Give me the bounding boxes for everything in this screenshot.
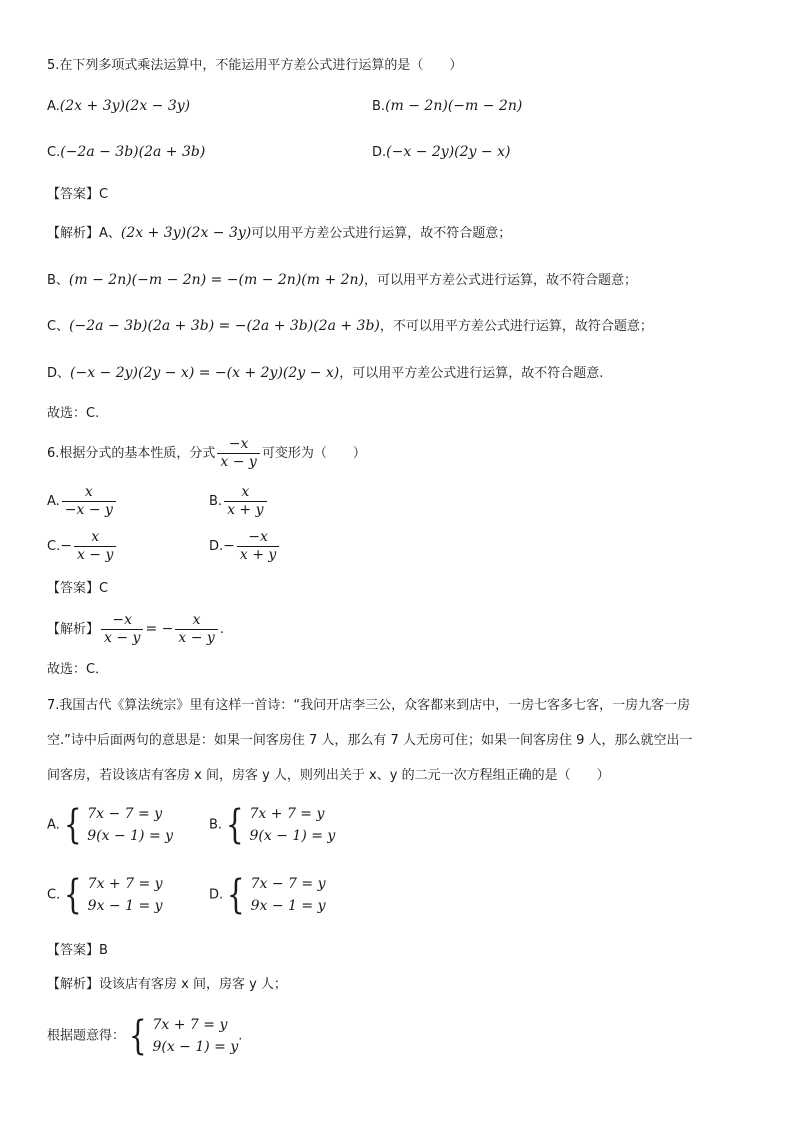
q6-option-b-denominator: x + y (227, 502, 264, 518)
q7-option-c-eq-2: 9x − 1 = y (87, 898, 163, 914)
q5-analysis-a-prefix: 【解析】A、 (47, 226, 121, 241)
q6-option-c-fraction (74, 529, 116, 564)
q7-conclusion-eq-1: 7x + 7 = y (152, 1017, 228, 1033)
q5-analysis-d-math: (−x − 2y)(2y − x) = −(x + 2y)(2y − x) (70, 365, 340, 381)
q7-option-b-eq-2: 9(x − 1) = y (249, 828, 336, 844)
q5-option-c (47, 143, 205, 162)
q5-analysis-d-prefix: D、 (47, 366, 71, 381)
q6-analysis-denominator-1: x − y (104, 630, 141, 646)
q5-analysis-c-math: (−2a − 3b)(2a + 3b) = −(2a + 3b)(2a + 3b) (69, 318, 380, 334)
q6-option-a-fraction (62, 484, 116, 519)
q7-option-d-eq-1: 7x − 7 = y (250, 876, 326, 892)
q7-option-c-label: C. (47, 887, 61, 903)
q6-option-b-fraction (224, 484, 266, 519)
q7-option-c (47, 873, 163, 917)
q7-option-a-label: A. (47, 817, 60, 833)
q7-analysis: 【解析】设该店有客房 x 间，房客 y 人； (47, 977, 287, 992)
q5-analysis-c (47, 317, 653, 336)
q7-conclusion-eq-2: 9(x − 1) = y (152, 1039, 239, 1055)
q7-conclusion-system (125, 1014, 238, 1058)
q6-option-d-numerator: −x (237, 529, 279, 547)
q7-stem-line-1: 7.我国古代《算法统宗》里有这样一首诗：“我问开店李三公，众客都来到店中，一房七客多七客，一房九客一房 (47, 698, 691, 713)
q6-analysis-fraction-1 (101, 612, 143, 647)
q7-conclusion-end: . (238, 1028, 243, 1044)
q6-analysis-prefix: 【解析】 (47, 622, 100, 637)
brace-symbol: { (128, 1013, 147, 1059)
q5-analysis-c-prefix: C、 (47, 319, 70, 334)
q6-option-d-denominator: x + y (239, 547, 277, 563)
q6-analysis-denominator-2: x − y (178, 630, 215, 646)
q6-analysis (47, 612, 224, 647)
q6-option-a-denominator: −x − y (64, 502, 113, 518)
q6-stem-suffix: 可变形为（ ） (261, 446, 366, 461)
q6-option-d-sign: − (223, 538, 235, 554)
q6-stem-numerator: −x (217, 436, 259, 454)
q5-analysis-b-math: (m − 2n)(−m − 2n) = −(m − 2n)(m + 2n) (68, 272, 365, 288)
q7-option-d-label: D. (209, 887, 224, 903)
q5-option-b-label: B. (372, 99, 386, 114)
q6-analysis-fraction-2 (175, 612, 217, 647)
q5-analysis-a-suffix: 可以用平方差公式进行运算，故不符合题意； (251, 226, 512, 241)
q5-analysis-a-math: (2x + 3y)(2x − 3y) (120, 225, 252, 241)
q7-option-d (209, 873, 326, 917)
q6-option-b-label: B. (209, 494, 223, 509)
q7-option-b (209, 803, 335, 847)
q7-option-b-system (222, 803, 335, 847)
q6-choose: 故选：C． (47, 662, 109, 677)
q6-option-b (209, 484, 269, 519)
q5-option-a-label: A. (47, 99, 60, 114)
q6-option-d-fraction (237, 529, 279, 564)
brace-symbol: { (64, 872, 82, 918)
q6-answer: 【答案】C (47, 581, 109, 596)
q7-option-a (47, 803, 173, 847)
q7-answer: 【答案】B (47, 943, 108, 958)
q5-option-d-label: D. (372, 145, 387, 160)
q7-option-d-system (223, 873, 325, 917)
q5-analysis-d (47, 364, 603, 383)
q7-conclusion-prefix: 根据题意得： (47, 1028, 126, 1044)
q5-option-b-expr: (m − 2n)(−m − 2n) (385, 98, 523, 114)
q5-option-c-expr: (−2a − 3b)(2a + 3b) (60, 144, 206, 160)
q7-stem-line-3: 间客房，若设该店有客房 x 间，房客 y 人，则列出关于 x、y 的二元一次方程组正确的是（ ） (47, 768, 610, 783)
q6-stem (47, 436, 366, 471)
q5-analysis-b-prefix: B、 (47, 273, 69, 288)
q7-option-d-eq-2: 9x − 1 = y (250, 898, 326, 914)
q5-analysis-d-suffix: ，可以用平方差公式进行运算，故不符合题意. (339, 366, 604, 381)
q7-option-c-system (60, 873, 162, 917)
q6-stem-prefix: 6.根据分式的基本性质，分式 (47, 446, 216, 461)
q6-option-c-numerator: x (74, 529, 116, 547)
q5-analysis-b-suffix: ，可以用平方差公式进行运算，故不符合题意； (364, 273, 638, 288)
q6-option-d (209, 529, 281, 564)
q7-conclusion (47, 1014, 242, 1058)
q5-analysis-c-suffix: ，不可以用平方差公式进行运算，故符合题意； (379, 319, 653, 334)
brace-symbol: { (226, 872, 245, 918)
q5-stem: 5.在下列多项式乘法运算中，不能运用平方差公式进行运算的是（ ） (47, 58, 463, 73)
q6-option-c-label: C. (47, 539, 61, 554)
q6-option-a (47, 484, 118, 519)
q7-stem-line-2: 空.”诗中后面两句的意思是：如果一间客房住 7 人，那么有 7 人无房可住；如果一间客房住 9 人，那么就空出一 (47, 733, 693, 748)
q5-choose: 故选：C. (47, 406, 100, 421)
brace-symbol: { (225, 802, 244, 848)
q5-option-c-label: C. (47, 145, 61, 160)
q6-option-a-numerator: x (62, 484, 116, 502)
q7-option-a-eq-2: 9(x − 1) = y (87, 828, 174, 844)
q5-option-d (372, 143, 510, 162)
q6-analysis-equals: = − (145, 621, 174, 637)
q6-option-d-label: D. (209, 539, 224, 554)
q7-option-b-eq-1: 7x + 7 = y (249, 806, 325, 822)
q6-analysis-numerator-2: x (175, 612, 217, 630)
q6-stem-denominator: x − y (220, 454, 257, 470)
q5-analysis-b (47, 271, 637, 290)
q5-answer: 【答案】C (47, 187, 109, 202)
q5-option-b (372, 97, 522, 116)
q6-stem-fraction (217, 436, 259, 471)
q7-option-c-eq-1: 7x + 7 = y (87, 876, 163, 892)
q6-option-c-denominator: x − y (76, 547, 114, 563)
q7-option-a-system (60, 803, 173, 847)
q7-option-a-eq-1: 7x − 7 = y (87, 806, 163, 822)
q5-option-a (47, 97, 190, 116)
q6-option-c (47, 529, 118, 564)
q5-analysis-a (47, 224, 511, 243)
q6-analysis-numerator-1: −x (101, 612, 143, 630)
q6-option-b-numerator: x (224, 484, 266, 502)
q5-option-d-expr: (−x − 2y)(2y − x) (386, 144, 511, 160)
q6-option-c-sign: − (60, 538, 72, 554)
brace-symbol: { (63, 802, 82, 848)
q6-option-a-label: A. (47, 494, 60, 509)
q7-option-b-label: B. (209, 817, 223, 833)
q5-option-a-expr: (2x + 3y)(2x − 3y) (59, 98, 191, 114)
q6-analysis-end: . (219, 622, 224, 637)
